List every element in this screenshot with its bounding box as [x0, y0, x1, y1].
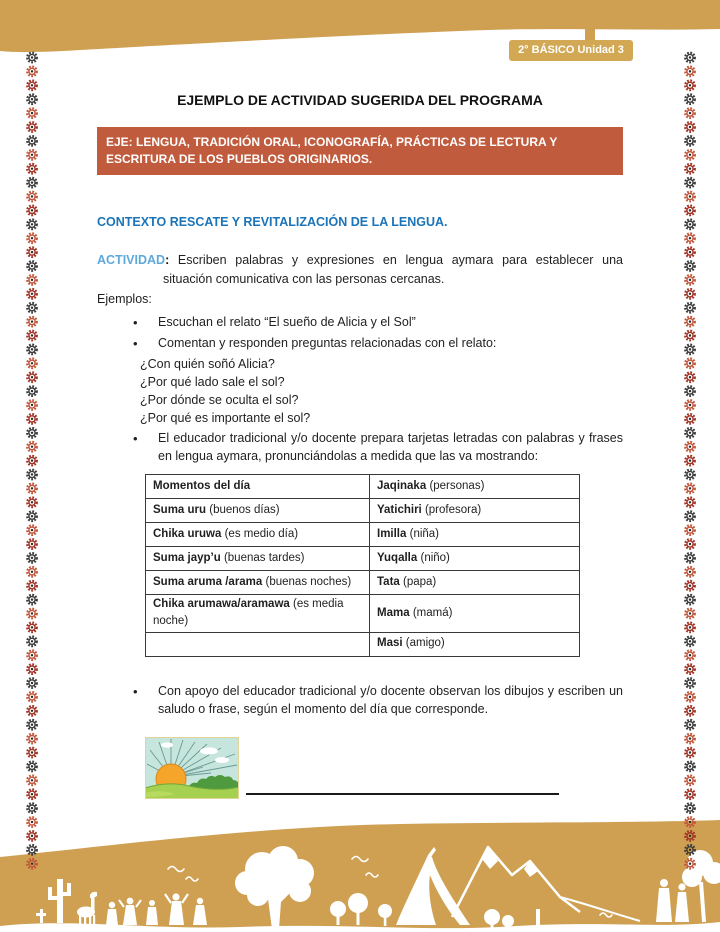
rosette-gear-icon [27, 762, 37, 772]
question-line: ¿Por dónde se oculta el sol? [140, 392, 299, 407]
rosette-gear-icon [27, 275, 37, 285]
table-cell: Mama (mamá) [370, 595, 580, 633]
rosette-gear-icon [27, 484, 37, 494]
rosette-gear-icon [685, 233, 695, 243]
table-row [146, 475, 580, 499]
rosette-gear-icon [685, 789, 695, 799]
table-cell: Jaqinaka (personas) [370, 475, 580, 499]
rosette-gear-icon [685, 664, 695, 674]
table-cell: Imilla (niña) [370, 523, 580, 547]
rosette-gear-icon [685, 637, 695, 647]
right-border-pattern [682, 50, 698, 880]
rosette-gear-icon [685, 609, 695, 619]
rosette-gear-icon [27, 470, 37, 480]
question-line: ¿Por qué es importante el sol? [140, 410, 311, 425]
rosette-gear-icon [685, 498, 695, 508]
rosette-gear-icon [685, 650, 695, 660]
rosette-gear-icon [685, 539, 695, 549]
rosette-gear-icon [27, 581, 37, 591]
rosette-gear-icon [27, 386, 37, 396]
rosette-gear-icon [685, 442, 695, 452]
eje-banner: EJE: LENGUA, TRADICIÓN ORAL, ICONOGRAFÍA, PRÁCTICAS DE LECTURA Y ESCRITURA DE LOS PUEBLOS ORIGINARIOS. [97, 127, 623, 175]
rosette-gear-icon [685, 261, 695, 271]
rosette-gear-icon [27, 331, 37, 341]
table-cell: Suma aruma /arama (buenas noches) [146, 571, 370, 595]
writing-line [246, 793, 559, 795]
bullet-item: • Comentan y responden preguntas relacionadas con el relato: [97, 334, 623, 353]
rosette-gear-icon [685, 484, 695, 494]
rosette-gear-icon [685, 150, 695, 160]
rosette-gear-icon [27, 637, 37, 647]
rosette-gear-icon [27, 164, 37, 174]
rosette-gear-icon [27, 233, 37, 243]
rosette-gear-icon [27, 400, 37, 410]
rosette-gear-icon [27, 553, 37, 563]
rosette-gear-icon [27, 567, 37, 577]
rosette-gear-icon [685, 428, 695, 438]
question-list [97, 355, 623, 427]
table-cell: Chika uruwa (es medio día) [146, 523, 370, 547]
rosette-gear-icon [685, 817, 695, 827]
drawing-and-answer-row [145, 737, 623, 799]
rosette-gear-icon [685, 831, 695, 841]
rosette-gear-icon [27, 94, 37, 104]
rosette-gear-icon [685, 414, 695, 424]
table-cell: Momentos del día [146, 475, 370, 499]
activity-text: Escriben palabras y expresiones en lengua aymara para establecer una situación comunicativa con las personas cercanas. [163, 252, 623, 286]
bullet-item: • El educador tradicional y/o docente prepara tarjetas letradas con palabras y frases en lengua aymara, pronunciándolas a medida que las va mostrando: [97, 429, 623, 467]
rosette-gear-icon [27, 748, 37, 758]
rosette-gear-icon [27, 817, 37, 827]
rosette-gear-icon [685, 511, 695, 521]
rosette-gear-icon [27, 664, 37, 674]
rosette-gear-icon [27, 845, 37, 855]
table-cell: Suma jayp’u (buenas tardes) [146, 547, 370, 571]
left-border-pattern [24, 50, 40, 880]
rosette-gear-icon [685, 345, 695, 355]
rosette-gear-icon [685, 81, 695, 91]
rosette-gear-icon [685, 372, 695, 382]
rosette-gear-icon [27, 247, 37, 257]
rosette-gear-icon [685, 317, 695, 327]
rosette-gear-icon [27, 511, 37, 521]
rosette-gear-icon [685, 706, 695, 716]
bullet-item: • Escuchan el relato “El sueño de Alicia y el Sol” [97, 313, 623, 332]
table-cell: Tata (papa) [370, 571, 580, 595]
page-title: EJEMPLO DE ACTIVIDAD SUGERIDA DEL PROGRAMA [177, 92, 543, 108]
rosette-gear-icon [685, 776, 695, 786]
rosette-gear-icon [27, 595, 37, 605]
rosette-gear-icon [685, 206, 695, 216]
contexto-heading: CONTEXTO RESCATE Y REVITALIZACIÓN DE LA LENGUA. [97, 215, 448, 230]
table-cell [146, 632, 370, 656]
rosette-gear-icon [685, 192, 695, 202]
rosette-gear-icon [27, 108, 37, 118]
rosette-gear-icon [27, 706, 37, 716]
rosette-gear-icon [685, 164, 695, 174]
rosette-gear-icon [685, 803, 695, 813]
rosette-gear-icon [27, 122, 37, 132]
rosette-gear-icon [27, 414, 37, 424]
rosette-gear-icon [685, 67, 695, 77]
table-row [146, 547, 580, 571]
rosette-gear-icon [685, 136, 695, 146]
rosette-gear-icon [685, 595, 695, 605]
rosette-gear-icon [685, 289, 695, 299]
ejemplos-label: Ejemplos: [97, 292, 152, 307]
rosette-gear-icon [27, 442, 37, 452]
rosette-gear-icon [27, 734, 37, 744]
rosette-gear-icon [685, 53, 695, 63]
rosette-gear-icon [27, 359, 37, 369]
rosette-gear-icon [685, 678, 695, 688]
vocab-table [145, 474, 580, 657]
table-cell: Yatichiri (profesora) [370, 499, 580, 523]
rosette-gear-icon [27, 136, 37, 146]
table-cell: Yuqalla (niño) [370, 547, 580, 571]
rosette-gear-icon [685, 734, 695, 744]
rosette-gear-icon [27, 53, 37, 63]
rosette-gear-icon [685, 386, 695, 396]
rosette-gear-icon [27, 150, 37, 160]
table-row [146, 632, 580, 656]
rosette-gear-icon [685, 762, 695, 772]
table-cell: Suma uru (buenos días) [146, 499, 370, 523]
rosette-gear-icon [27, 623, 37, 633]
activity-label: ACTIVIDAD [97, 252, 166, 267]
sunrise-illustration [145, 737, 239, 799]
unit-badge: 2° BÁSICO Unidad 3 [509, 40, 633, 61]
table-row [146, 523, 580, 547]
rosette-gear-icon [685, 108, 695, 118]
rosette-gear-icon [685, 247, 695, 257]
rosette-gear-icon [685, 470, 695, 480]
rosette-gear-icon [27, 345, 37, 355]
rosette-gear-icon [685, 178, 695, 188]
bullet-item: • Con apoyo del educador tradicional y/o docente observan los dibujos y escriben un saludo o frase, según el momento del día que corresponde. [97, 682, 623, 720]
rosette-gear-icon [27, 317, 37, 327]
rosette-gear-icon [27, 206, 37, 216]
rosette-gear-icon [685, 303, 695, 313]
rosette-gear-icon [685, 748, 695, 758]
rosette-gear-icon [685, 122, 695, 132]
rosette-gear-icon [27, 692, 37, 702]
rosette-gear-icon [27, 720, 37, 730]
rosette-gear-icon [27, 289, 37, 299]
rosette-gear-icon [685, 220, 695, 230]
table-row [146, 595, 580, 633]
rosette-gear-icon [27, 803, 37, 813]
rosette-gear-icon [685, 623, 695, 633]
rosette-gear-icon [685, 525, 695, 535]
rosette-gear-icon [685, 94, 695, 104]
rosette-gear-icon [685, 720, 695, 730]
rosette-gear-icon [685, 553, 695, 563]
rosette-gear-icon [27, 81, 37, 91]
rosette-gear-icon [27, 859, 37, 869]
table-row [146, 571, 580, 595]
rosette-gear-icon [27, 261, 37, 271]
rosette-gear-icon [27, 303, 37, 313]
document-page [97, 86, 623, 799]
table-cell: Masi (amigo) [370, 632, 580, 656]
rosette-gear-icon [27, 678, 37, 688]
question-line: ¿Por qué lado sale el sol? [140, 374, 285, 389]
rosette-gear-icon [27, 498, 37, 508]
rosette-gear-icon [27, 776, 37, 786]
rosette-gear-icon [27, 539, 37, 549]
rosette-gear-icon [685, 567, 695, 577]
rosette-gear-icon [685, 359, 695, 369]
rosette-gear-icon [685, 331, 695, 341]
table-row [146, 499, 580, 523]
rosette-gear-icon [685, 400, 695, 410]
rosette-gear-icon [27, 428, 37, 438]
rosette-gear-icon [27, 220, 37, 230]
rosette-gear-icon [685, 275, 695, 285]
rosette-gear-icon [27, 525, 37, 535]
activity-paragraph: ACTIVIDAD: Escriben palabras y expresiones en lengua aymara para establecer una situación comunicativa con las personas cercanas. [97, 252, 623, 286]
rosette-gear-icon [27, 831, 37, 841]
table-cell: Chika arumawa/aramawa (es media noche) [146, 595, 370, 633]
rosette-gear-icon [27, 67, 37, 77]
rosette-gear-icon [685, 859, 695, 869]
rosette-gear-icon [685, 456, 695, 466]
rosette-gear-icon [27, 372, 37, 382]
rosette-gear-icon [27, 650, 37, 660]
rosette-gear-icon [685, 581, 695, 591]
rosette-gear-icon [27, 789, 37, 799]
rosette-gear-icon [27, 178, 37, 188]
andean-landscape-silhouette [0, 817, 720, 932]
question-line: ¿Con quién soñó Alicia? [140, 356, 275, 371]
rosette-gear-icon [27, 192, 37, 202]
rosette-gear-icon [685, 845, 695, 855]
rosette-gear-icon [27, 456, 37, 466]
rosette-gear-icon [685, 692, 695, 702]
rosette-gear-icon [27, 609, 37, 619]
